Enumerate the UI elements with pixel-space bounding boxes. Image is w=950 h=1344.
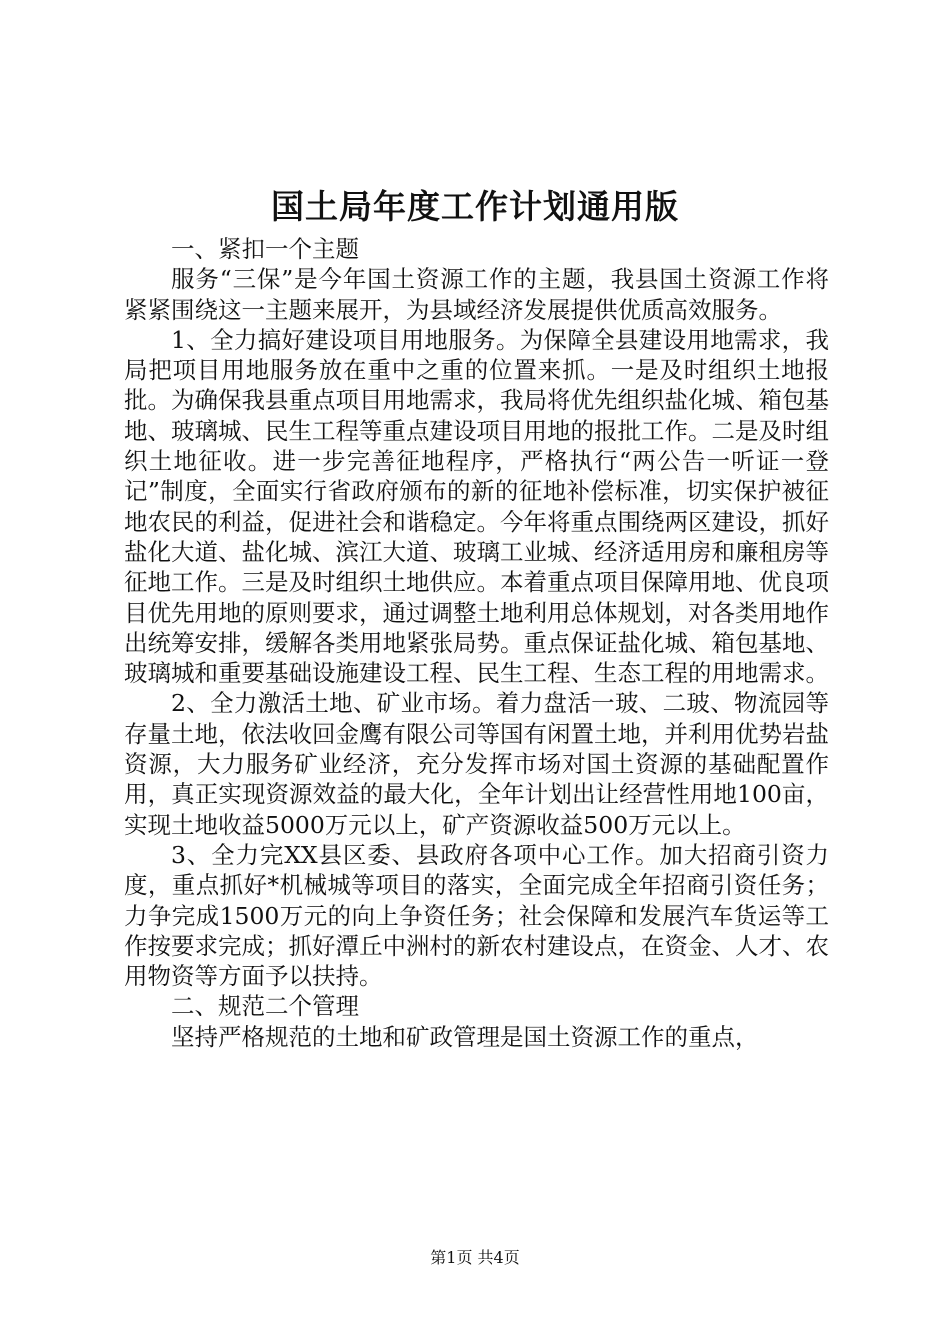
paragraph: 3、全力完XX县区委、县政府各项中心工作。加大招商引资力度，重点抓好*机械城等项目的落实，全面完成全年招商引资任务；力争完成1500万元的向上争资任务；社会保障和发展汽车货运等工作按要求完成；抓好潭丘中洲村的新农村建设点，在资金、人才、农用物资等方面予以扶持。 bbox=[124, 840, 829, 991]
paragraph: 1、全力搞好建设项目用地服务。为保障全县建设用地需求，我局把项目用地服务放在重中之重的位置来抓。一是及时组织土地报批。为确保我县重点项目用地需求，我局将优先组织盐化城、箱包基地、玻璃城、民生工程等重点建设项目用地的报批工作。二是及时组织土地征收。进一步完善征地程序，严格执行“两公告一听证一登记”制度，全面实行省政府颁布的新的征地补偿标准，切实保护被征地农民的利益，促进社会和谐稳定。今年将重点围绕两区建设，抓好盐化大道、盐化城、滨江大道、玻璃工业城、经济适用房和廉租房等征地工作。三是及时组织土地供应。本着重点项目保障用地、优良项目优先用地的原则要求，通过调整土地利用总体规划，对各类用地作出统筹安排，缓解各类用地紧张局势。重点保证盐化城、箱包基地、玻璃城和重要基础设施建设工程、民生工程、生态工程的用地需求。 bbox=[124, 325, 829, 688]
paragraph: 服务“三保”是今年国土资源工作的主题，我县国土资源工作将紧紧围绕这一主题来展开，为县域经济发展提供优质高效服务。 bbox=[124, 265, 829, 324]
paragraph: 2、全力激活土地、矿业市场。着力盘活一玻、二玻、物流园等存量土地，依法收回金鹰有限公司等国有闲置土地，并利用优势岩盐资源，大力服务矿业经济，充分发挥市场对国土资源的基础配置作用，真正实现资源效益的最大化，全年计划出让经营性用地100亩，实现土地收益5000万元以上，矿产资源收益500万元以上。 bbox=[124, 689, 829, 839]
document-body bbox=[124, 234, 829, 1052]
document-title: 国土局年度工作计划通用版 bbox=[271, 187, 679, 226]
paragraph: 坚持严格规范的土地和矿政管理是国土资源工作的重点， bbox=[171, 1022, 759, 1051]
page-number-footer: 第1页 共4页 bbox=[430, 1248, 520, 1267]
section-heading: 二、规范二个管理 bbox=[171, 992, 359, 1021]
section-heading: 一、紧扣一个主题 bbox=[171, 235, 359, 263]
